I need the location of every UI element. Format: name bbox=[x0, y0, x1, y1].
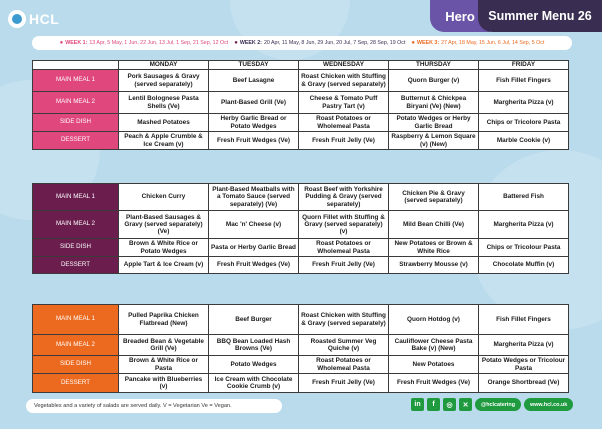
menu-cell: Margherita Pizza (v) bbox=[479, 211, 569, 239]
day-header: MONDAY bbox=[119, 61, 209, 70]
menu-cell: Quorn Hotdog (v) bbox=[389, 305, 479, 335]
week-label: WEEK 1: bbox=[65, 40, 88, 46]
menu-cell: Chips or Tricolour Pasta bbox=[479, 239, 569, 257]
table-row bbox=[33, 92, 569, 114]
menu-cell: Plant-Based Sausages & Gravy (served separately) (Ve) bbox=[119, 211, 209, 239]
menu-cell: Chocolate Muffin (v) bbox=[479, 257, 569, 274]
menu-cell: Margherita Pizza (v) bbox=[479, 335, 569, 356]
menu-cell: New Potatoes bbox=[389, 356, 479, 374]
day-header: WEDNESDAY bbox=[299, 61, 389, 70]
bullet-icon: ● bbox=[59, 40, 64, 46]
x-icon[interactable]: ✕ bbox=[459, 398, 472, 411]
table-row bbox=[33, 305, 569, 335]
menu-cell: Mac 'n' Cheese (v) bbox=[209, 211, 299, 239]
bullet-icon: ● bbox=[234, 40, 238, 46]
menu-cell: Roast Potatoes or Wholemeal Pasta bbox=[299, 356, 389, 374]
menu-cell: Quorn Fillet with Stuffing & Gravy (served separately) (v) bbox=[299, 211, 389, 239]
menu-cell: Breaded Bean & Vegetable Grill (Ve) bbox=[119, 335, 209, 356]
row-label: MAIN MEAL 1 bbox=[33, 305, 119, 335]
menu-cell: Fish Fillet Fingers bbox=[479, 305, 569, 335]
menu-cell: Beef Burger bbox=[209, 305, 299, 335]
hcl-logo bbox=[8, 8, 59, 30]
week-3-dates bbox=[411, 40, 544, 46]
website-link[interactable]: www.hcl.co.uk bbox=[524, 398, 573, 411]
menu-cell: Marble Cookie (v) bbox=[479, 132, 569, 150]
week-dates: 20 Apr, 11 May, 8 Jun, 29 Jun, 20 Jul, 7 Sep, 28 Sep, 19 Oct bbox=[263, 40, 406, 46]
table-row bbox=[33, 184, 569, 211]
table-row bbox=[33, 70, 569, 92]
header-tag: Hero bbox=[430, 0, 490, 32]
menu-table-week-3 bbox=[32, 304, 569, 393]
menu-cell: Peach & Apple Crumble & Ice Cream (v) bbox=[119, 132, 209, 150]
menu-cell: Fresh Fruit Jelly (Ve) bbox=[299, 132, 389, 150]
menu-cell: Roast Potatoes or Wholemeal Pasta bbox=[299, 239, 389, 257]
menu-cell: Lentil Bolognese Pasta Shells (Ve) bbox=[119, 92, 209, 114]
table-row bbox=[33, 356, 569, 374]
row-label: DESSERT bbox=[33, 132, 119, 150]
week-label: WEEK 2: bbox=[239, 40, 262, 46]
decor-bubble bbox=[230, 0, 350, 60]
page-title: Summer Menu 26 bbox=[478, 0, 602, 32]
row-label: DESSERT bbox=[33, 257, 119, 274]
menu-cell: Pancake with Blueberries (v) bbox=[119, 374, 209, 393]
table-row bbox=[33, 239, 569, 257]
logo-text: HCL bbox=[29, 11, 60, 27]
menu-cell: Beef Lasagne bbox=[209, 70, 299, 92]
menu-cell: Brown & White Rice or Potato Wedges bbox=[119, 239, 209, 257]
menu-cell: Chicken Pie & Gravy (served separately) bbox=[389, 184, 479, 211]
menu-cell: Potato Wedges or Tricolour Pasta bbox=[479, 356, 569, 374]
menu-cell: Quorn Burger (v) bbox=[389, 70, 479, 92]
menu-cell: Herby Garlic Bread or Potato Wedges bbox=[209, 114, 299, 132]
week-dates-banner bbox=[32, 36, 572, 50]
menu-cell: Plant-Based Grill (Ve) bbox=[209, 92, 299, 114]
row-label: MAIN MEAL 2 bbox=[33, 335, 119, 356]
menu-cell: Orange Shortbread (Ve) bbox=[479, 374, 569, 393]
week-1-dates bbox=[60, 40, 229, 46]
menu-cell: Raspberry & Lemon Square (v) (New) bbox=[389, 132, 479, 150]
menu-cell: Pork Sausages & Gravy (served separately) bbox=[119, 70, 209, 92]
menu-cell: Butternut & Chickpea Biryani (Ve) (New) bbox=[389, 92, 479, 114]
menu-cell: Mashed Potatoes bbox=[119, 114, 209, 132]
day-header: FRIDAY bbox=[479, 61, 569, 70]
day-header: TUESDAY bbox=[209, 61, 299, 70]
menu-cell: Potato Wedges or Herby Garlic Bread bbox=[389, 114, 479, 132]
row-label: MAIN MEAL 1 bbox=[33, 70, 119, 92]
menu-cell: Roast Potatoes or Wholemeal Pasta bbox=[299, 114, 389, 132]
row-label: SIDE DISH bbox=[33, 114, 119, 132]
hcl-logo-icon bbox=[8, 10, 26, 28]
menu-cell: New Potatoes or Brown & White Rice bbox=[389, 239, 479, 257]
menu-cell: Chips or Tricolore Pasta bbox=[479, 114, 569, 132]
menu-cell: Fresh Fruit Wedges (Ve) bbox=[209, 257, 299, 274]
row-label: MAIN MEAL 1 bbox=[33, 184, 119, 211]
week-dates: 13 Apr, 5 May, 1 Jun, 22 Jun, 13 Jul, 1 Sep, 21 Sep, 12 Oct bbox=[89, 40, 229, 46]
menu-cell: Cauliflower Cheese Pasta Bake (v) (New) bbox=[389, 335, 479, 356]
menu-cell: Strawberry Mousse (v) bbox=[389, 257, 479, 274]
menu-cell: Margherita Pizza (v) bbox=[479, 92, 569, 114]
table-row bbox=[33, 114, 569, 132]
menu-cell: Ice Cream with Chocolate Cookie Crumb (v) bbox=[209, 374, 299, 393]
menu-cell: Brown & White Rice or Pasta bbox=[119, 356, 209, 374]
table-row bbox=[33, 374, 569, 393]
menu-cell: Roast Chicken with Stuffing & Gravy (served separately) bbox=[299, 70, 389, 92]
menu-cell: Pulled Paprika Chicken Flatbread (New) bbox=[119, 305, 209, 335]
instagram-icon[interactable]: ◎ bbox=[443, 398, 456, 411]
menu-cell: Cheese & Tomato Puff Pastry Tart (v) bbox=[299, 92, 389, 114]
facebook-icon[interactable]: f bbox=[427, 398, 440, 411]
menu-cell: Chicken Curry bbox=[119, 184, 209, 211]
menu-cell: Roasted Summer Veg Quiche (v) bbox=[299, 335, 389, 356]
menu-cell: Mild Bean Chilli (Ve) bbox=[389, 211, 479, 239]
menu-cell: Pasta or Herby Garlic Bread bbox=[209, 239, 299, 257]
bullet-icon: ● bbox=[411, 40, 416, 46]
linkedin-icon[interactable]: in bbox=[411, 398, 424, 411]
menu-cell: Roast Chicken with Stuffing & Gravy (served separately) bbox=[299, 305, 389, 335]
day-header: THURSDAY bbox=[389, 61, 479, 70]
week-dates: 27 Apr, 18 May, 15 Jun, 6 Jul, 14 Sep, 5 Oct bbox=[441, 40, 545, 46]
menu-cell: Roast Beef with Yorkshire Pudding & Gravy (served separately) bbox=[299, 184, 389, 211]
menu-table-week-2 bbox=[32, 183, 569, 274]
menu-cell: Fresh Fruit Jelly (Ve) bbox=[299, 374, 389, 393]
social-links bbox=[411, 398, 573, 411]
menu-cell: Plant-Based Meatballs with a Tomato Sauce (served separately) (Ve) bbox=[209, 184, 299, 211]
table-row bbox=[33, 132, 569, 150]
row-label: SIDE DISH bbox=[33, 239, 119, 257]
week-2-dates bbox=[234, 40, 405, 46]
menu-cell: Fresh Fruit Jelly (Ve) bbox=[299, 257, 389, 274]
week-label: WEEK 3: bbox=[417, 40, 440, 46]
footer-note: Vegetables and a variety of salads are served daily. V = Vegetarian Ve = Vegan. bbox=[26, 399, 282, 413]
menu-cell: Fresh Fruit Wedges (Ve) bbox=[389, 374, 479, 393]
row-label: MAIN MEAL 2 bbox=[33, 92, 119, 114]
table-row bbox=[33, 211, 569, 239]
row-label: DESSERT bbox=[33, 374, 119, 393]
row-label: SIDE DISH bbox=[33, 356, 119, 374]
row-label: MAIN MEAL 2 bbox=[33, 211, 119, 239]
menu-table-week-1 bbox=[32, 60, 569, 150]
menu-cell: Fish Fillet Fingers bbox=[479, 70, 569, 92]
menu-cell: Potato Wedges bbox=[209, 356, 299, 374]
menu-cell: BBQ Bean Loaded Hash Browns (Ve) bbox=[209, 335, 299, 356]
day-header-row bbox=[33, 61, 569, 70]
menu-cell: Fresh Fruit Wedges (Ve) bbox=[209, 132, 299, 150]
social-handle[interactable]: @hclcatering bbox=[475, 398, 521, 411]
menu-cell: Apple Tart & Ice Cream (v) bbox=[119, 257, 209, 274]
table-row bbox=[33, 335, 569, 356]
table-row bbox=[33, 257, 569, 274]
corner-cell bbox=[33, 61, 119, 70]
menu-cell: Battered Fish bbox=[479, 184, 569, 211]
